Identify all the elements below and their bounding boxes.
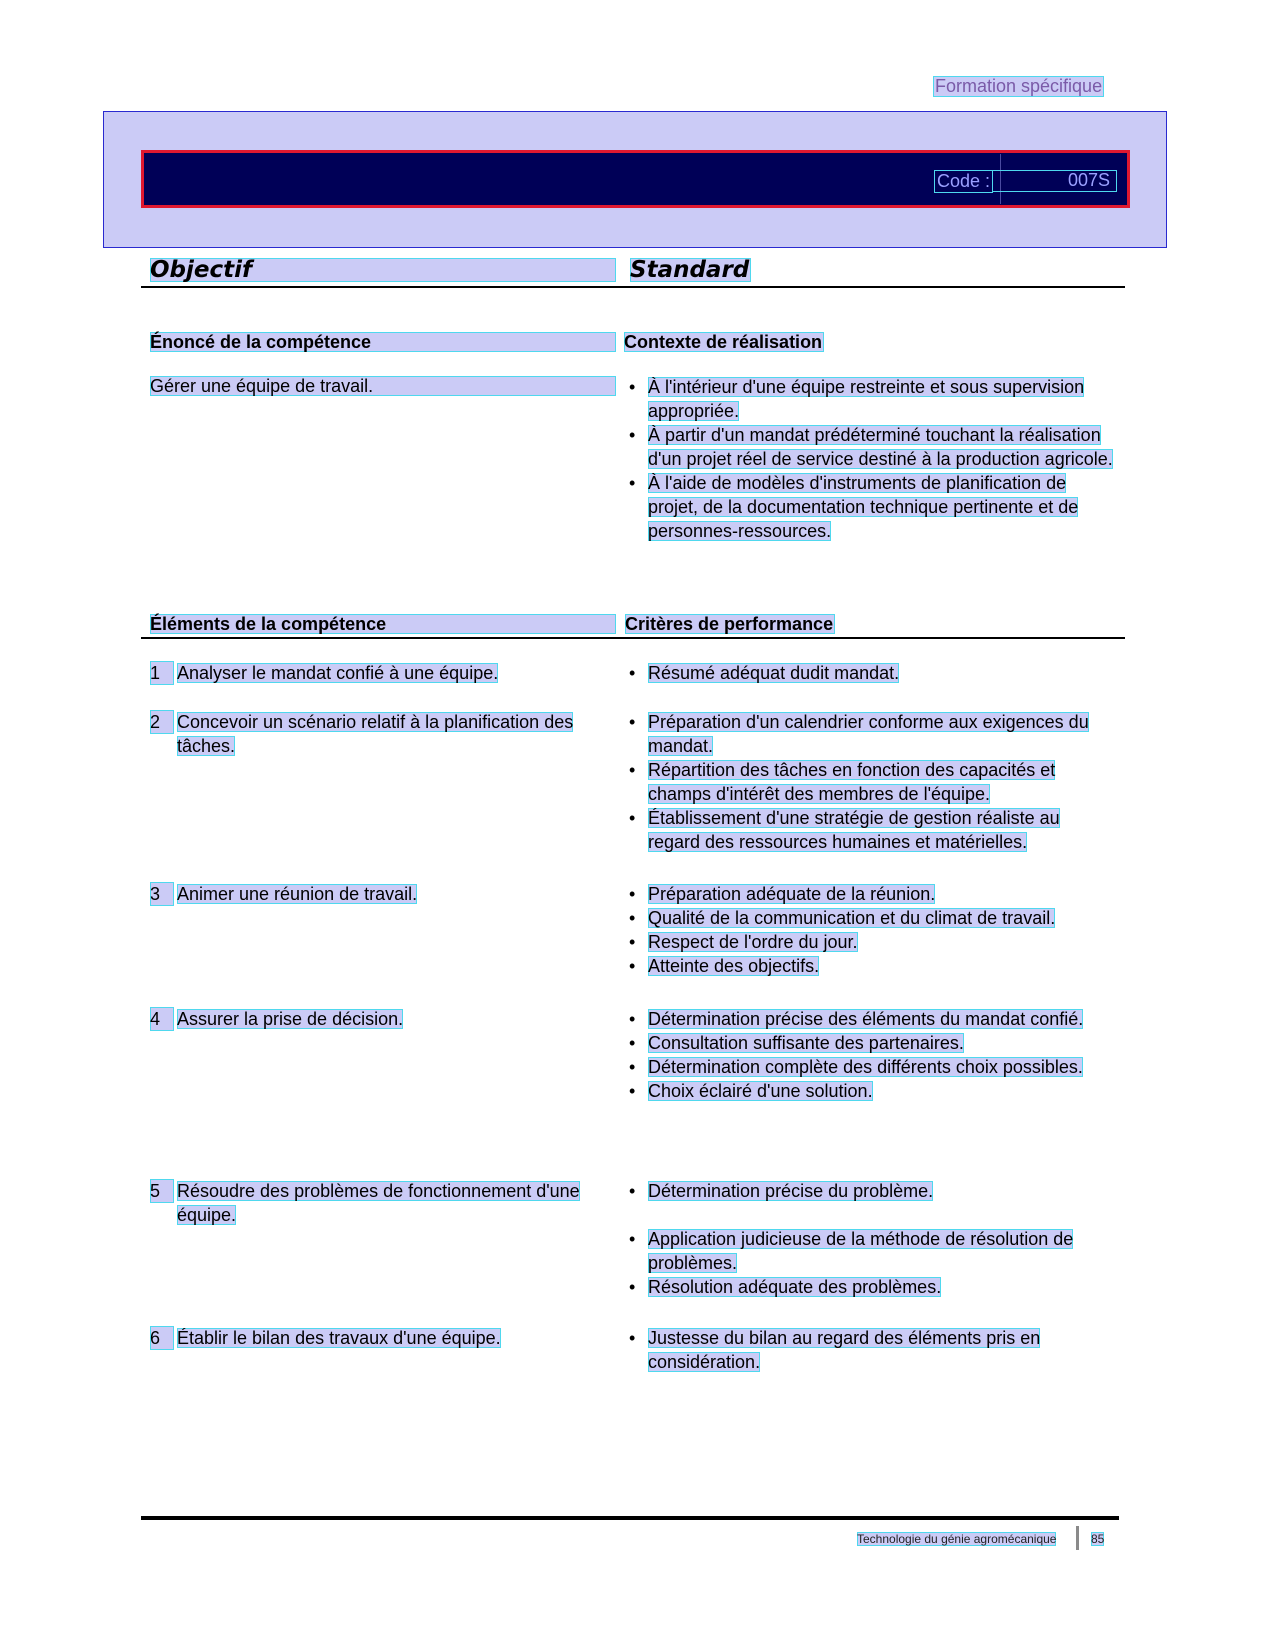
list-item: • Résolution adéquate des problèmes. [626,1275,1116,1299]
footer-rule [141,1516,1119,1520]
element-text: Analyser le mandat confié à une équipe. [177,663,499,683]
list-item: • Détermination complète des différents choix possibles. [626,1055,1116,1079]
list-item: • Choix éclairé d'une solution. [626,1079,1116,1103]
criteria-list [626,1179,1116,1299]
elements-label: Éléments de la compétence [150,614,616,634]
list-item: • Détermination précise du problème. [626,1179,1116,1203]
enonce-text: Gérer une équipe de travail. [150,376,616,396]
list-item: • À partir d'un mandat prédéterminé touchant la réalisation d'un projet réel de service destiné à la production agricole. [626,423,1116,471]
element-number: 4 [150,1007,174,1031]
element-number: 1 [150,661,174,685]
element-number: 6 [150,1326,174,1350]
standard-heading: Standard [630,257,750,283]
list-item: • Application judicieuse de la méthode de résolution de problèmes. [626,1227,1116,1275]
list-item: • Détermination précise des éléments du mandat confié. [626,1007,1116,1031]
criteria-list [626,882,1116,978]
element-text: Assurer la prise de décision. [177,1009,404,1029]
list-item: • À l'aide de modèles d'instruments de planification de projet, de la documentation technique pertinente et de personnes-ressources. [626,471,1116,543]
element-number: 3 [150,882,174,906]
element-text: Résoudre des problèmes de fonctionnement d'une équipe. [177,1181,580,1225]
heading-rule [141,286,1125,288]
criteria-list [626,661,1116,685]
list-item: • Préparation d'un calendrier conforme aux exigences du mandat. [626,710,1116,758]
element-number: 2 [150,710,174,734]
list-item: • Résumé adéquat dudit mandat. [626,661,1116,685]
element-text: Concevoir un scénario relatif à la planification des tâches. [177,712,574,756]
objectif-heading: Objectif [150,258,616,282]
criteria-list [626,1326,1116,1374]
list-item: • Qualité de la communication et du climat de travail. [626,906,1116,930]
elements-rule [141,637,1125,639]
criteria-list [626,710,1116,854]
list-item: • Consultation suffisante des partenaires. [626,1031,1116,1055]
criteria-list [626,1007,1116,1103]
page-number: 85 [1091,1532,1105,1546]
code-label: Code : [934,170,993,193]
list-item: • Justesse du bilan au regard des éléments pris en considération. [626,1326,1116,1374]
code-value: 007S [1068,170,1111,190]
list-item: • Répartition des tâches en fonction des capacités et champs d'intérêt des membres de l'équipe. [626,758,1116,806]
footer-program: Technologie du génie agromécanique [857,1532,1057,1546]
list-item: • Atteinte des objectifs. [626,954,1116,978]
element-text: Animer une réunion de travail. [177,884,418,904]
element-number: 5 [150,1179,174,1203]
list-item: • Préparation adéquate de la réunion. [626,882,1116,906]
footer-separator [1076,1526,1079,1550]
list-item: • Établissement d'une stratégie de gestion réaliste au regard des ressources humaines et matérielles. [626,806,1116,854]
contexte-list [626,375,1116,543]
list-item: • Respect de l'ordre du jour. [626,930,1116,954]
contexte-label: Contexte de réalisation [624,332,823,352]
list-item: • À l'intérieur d'une équipe restreinte et sous supervision appropriée. [626,375,1116,423]
enonce-label: Énoncé de la compétence [150,332,616,352]
formation-label: Formation spécifique [935,76,1103,96]
criteres-label: Critères de performance [625,614,834,634]
element-text: Établir le bilan des travaux d'une équipe. [177,1328,501,1348]
